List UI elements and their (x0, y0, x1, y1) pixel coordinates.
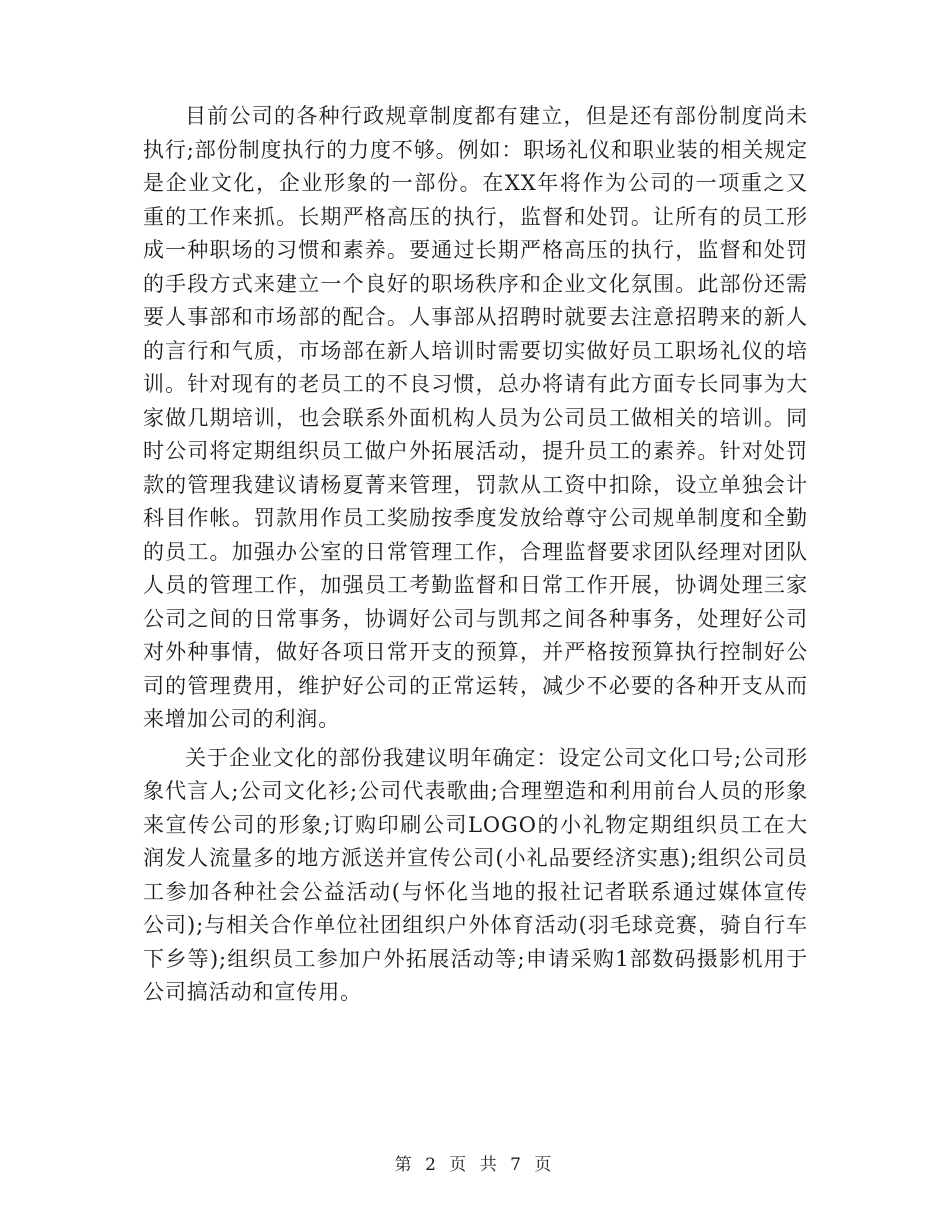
document-body (143, 100, 808, 1010)
paragraph-admin-rules: 目前公司的各种行政规章制度都有建立，但是还有部份制度尚未执行;部份制度执行的力度不够。例如：职场礼仪和职业装的相关规定是企业文化，企业形象的一部份。在XX年将作为公司的一项重之又重的工作来抓。长期严格高压的执行，监督和处罚。让所有的员工形成一种职场的习惯和素养。要通过长期严格高压的执行，监督和处罚的手段方式来建立一个良好的职场秩序和企业文化氛围。此部份还需要人事部和市场部的配合。人事部从招聘时就要去注意招聘来的新人的言行和气质，市场部在新人培训时需要切实做好员工职场礼仪的培训。针对现有的老员工的不良习惯，总办将请有此方面专长同事为大家做几期培训，也会联系外面机构人员为公司员工做相关的培训。同时公司将定期组织员工做户外拓展活动，提升员工的素养。针对处罚款的管理我建议请杨夏菁来管理，罚款从工资中扣除，设立单独会计科目作帐。罚款用作员工奖励按季度发放给尊守公司规单制度和全勤的员工。加强办公室的日常管理工作，合理监督要求团队经理对团队人员的管理工作，加强员工考勤监督和日常工作开展，协调处理三家公司之间的日常事务，协调好公司与凯邦之间各种事务，处理好公司对外种事情，做好各项日常开支的预算，并严格按预算执行控制好公司的管理费用，维护好公司的正常运转，减少不必要的各种开支从而来增加公司的利润。 (143, 104, 808, 731)
paragraph-corporate-culture: 关于企业文化的部份我建议明年确定：设定公司文化口号;公司形象代言人;公司文化衫;公司代表歌曲;合理塑造和利用前台人员的形象来宣传公司的形象;订购印刷公司LOGO的小礼物定期组织员工在大润发人流量多的地方派送并宣传公司(小礼品要经济实惠);组织公司员工参加各种社会公益活动(与怀化当地的报社记者联系通过媒体宣传公司);与相关合作单位社团组织户外体育活动(羽毛球竞赛，骑自行车下乡等);组织员工参加户外拓展活动等;申请采购1部数码摄影机用于公司搞活动和宣传用。 (143, 745, 808, 1004)
page-number-footer: 第 2 页 共 7 页 (394, 1155, 556, 1175)
